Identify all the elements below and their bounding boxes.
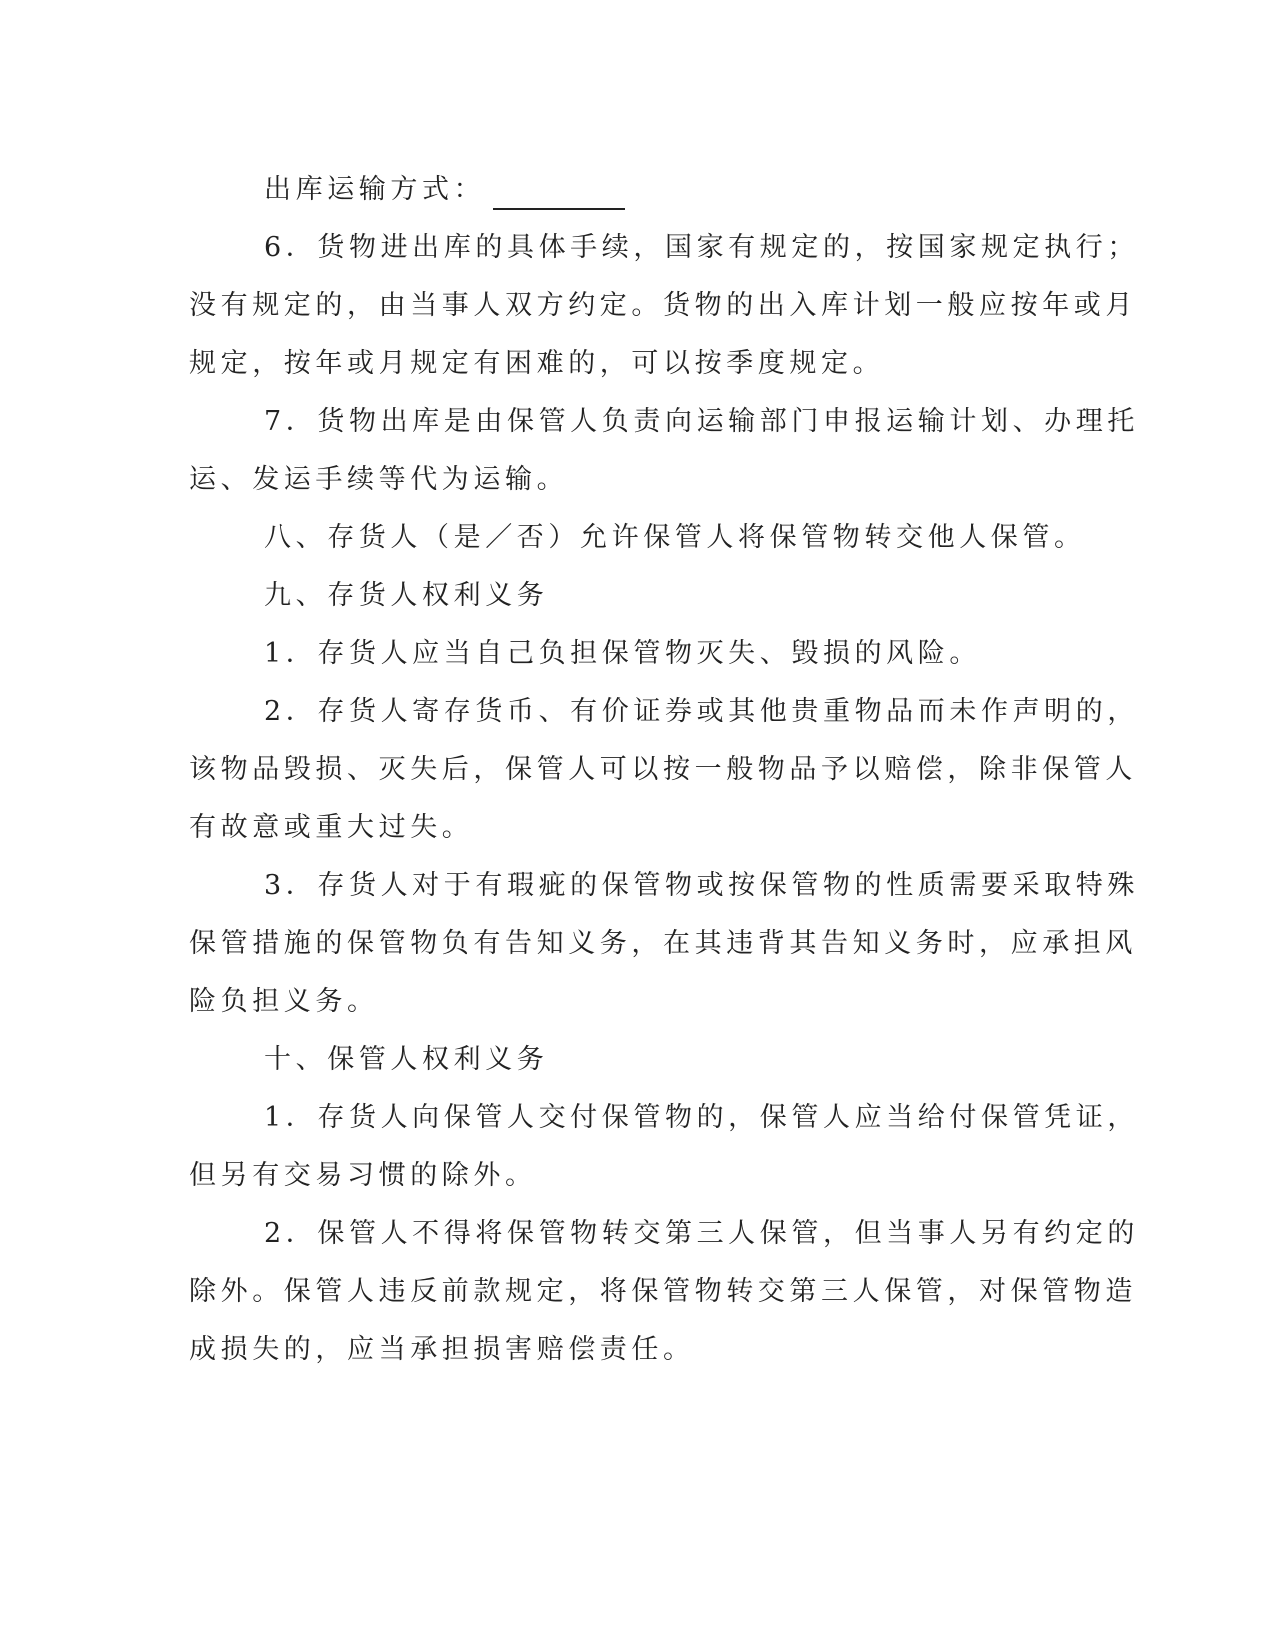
section-9-item-2-line-3: 有故意或重大过失。 (189, 812, 474, 843)
clause-6-line-2: 没有规定的，由当事人双方约定。货物的出入库计划一般应按年或月 (189, 290, 1137, 321)
clause-6-line-3: 规定，按年或月规定有困难的，可以按季度规定。 (189, 348, 885, 379)
outbound-transport-blank (493, 180, 625, 210)
section-9-item-3-line-3: 险负担义务。 (189, 986, 379, 1017)
section-9-item-3-line-2: 保管措施的保管物负有告知义务，在其违背其告知义务时，应承担风 (189, 928, 1137, 959)
section-9-item-1: 1．存货人应当自己负担保管物灭失、毁损的风险。 (264, 638, 981, 669)
clause-7-line-1: 7．货物出库是由保管人负责向运输部门申报运输计划、办理托 (264, 406, 1139, 437)
section-10-item-1-line-2: 但另有交易习惯的除外。 (189, 1160, 537, 1191)
section-9-item-2-line-2: 该物品毁损、灭失后，保管人可以按一般物品予以赔偿，除非保管人 (189, 754, 1137, 785)
section-10-item-2-line-1: 2．保管人不得将保管物转交第三人保管，但当事人另有约定的 (264, 1218, 1139, 1249)
clause-7-line-2: 运、发运手续等代为运输。 (189, 464, 569, 495)
section-10-item-1-line-1: 1．存货人向保管人交付保管物的，保管人应当给付保管凭证， (264, 1102, 1139, 1133)
section-10-item-2-line-2: 除外。保管人违反前款规定，将保管物转交第三人保管，对保管物造 (189, 1276, 1137, 1307)
outbound-transport-line (264, 170, 625, 210)
outbound-transport-label: 出库运输方式： (264, 174, 486, 205)
section-10-heading: 十、保管人权利义务 (264, 1044, 549, 1075)
clause-6-line-1: 6．货物进出库的具体手续，国家有规定的，按国家规定执行； (264, 232, 1139, 263)
section-9-item-3-line-1: 3．存货人对于有瑕疵的保管物或按保管物的性质需要采取特殊 (264, 870, 1139, 901)
section-10-item-2-line-3: 成损失的，应当承担损害赔偿责任。 (189, 1334, 695, 1365)
section-9-heading: 九、存货人权利义务 (264, 580, 549, 611)
section-8-line: 八、存货人（是／否）允许保管人将保管物转交他人保管。 (264, 522, 1086, 553)
section-9-item-2-line-1: 2．存货人寄存货币、有价证券或其他贵重物品而未作声明的， (264, 696, 1139, 727)
